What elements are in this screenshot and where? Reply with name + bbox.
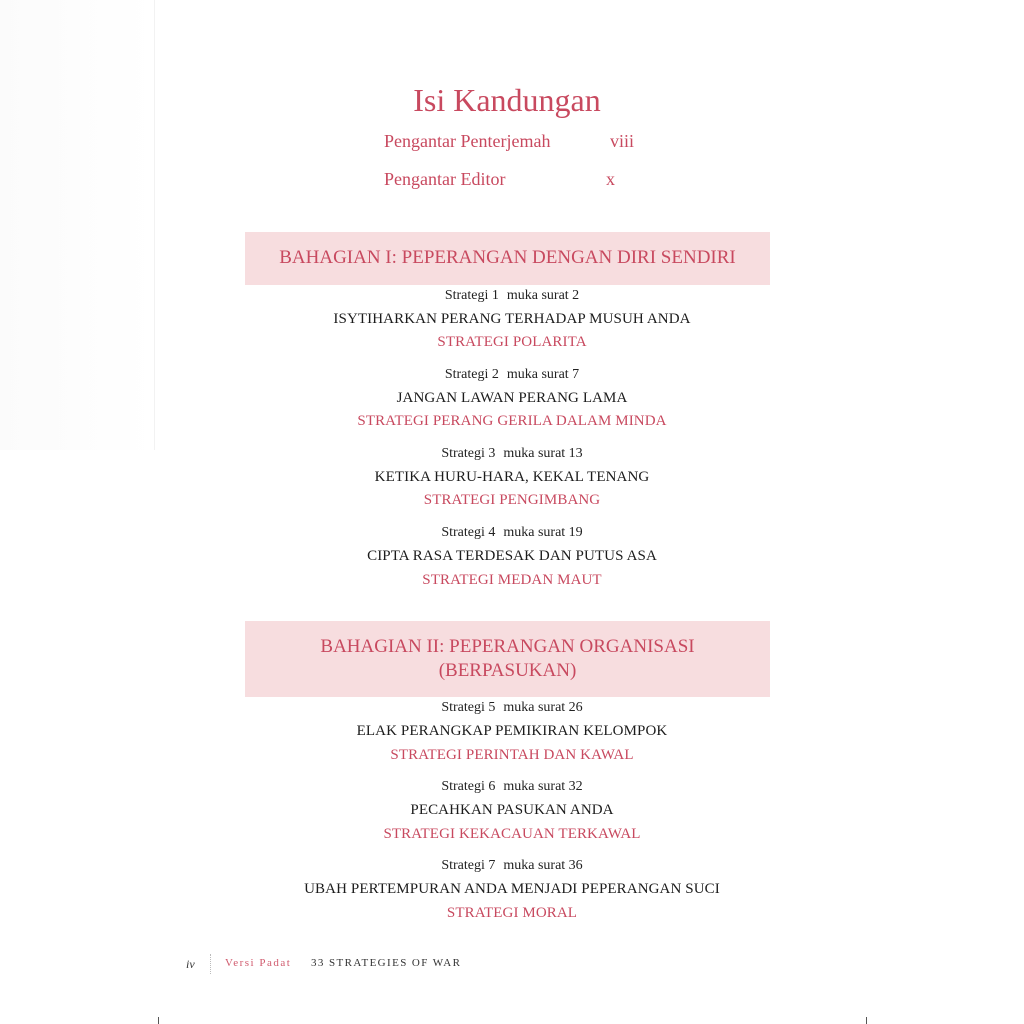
strategy-page: muka surat 7 (506, 367, 580, 382)
strategy-number: Strategi 4 (441, 525, 496, 540)
strategy-ref (0, 779, 1024, 795)
crop-mark (158, 1017, 159, 1024)
strategy-number: Strategi 3 (441, 446, 496, 461)
strategy-ref (0, 858, 1024, 874)
toc-intro-editor (384, 169, 644, 191)
strategy-number: Strategi 5 (441, 700, 496, 715)
toc-title: Isi Kandungan (413, 82, 601, 118)
strategy-ref (0, 525, 1024, 541)
toc-intro-page: viii (610, 131, 635, 151)
strategy-heading: JANGAN LAWAN PERANG LAMA (396, 390, 628, 406)
strategy-number: Strategi 2 (444, 367, 499, 382)
toc-intro-page: x (606, 169, 615, 189)
strategy-heading: CIPTA RASA TERDESAK DAN PUTUS ASA (367, 548, 657, 564)
part-2-header (245, 621, 770, 697)
part-title-line: (BERPASUKAN) (438, 660, 577, 681)
part-title-line: BAHAGIAN I: PEPERANGAN DENGAN DIRI SENDIRI (279, 247, 736, 268)
strategy-ref (0, 700, 1024, 716)
strategy-ref (0, 367, 1024, 383)
strategy-page: muka surat 32 (503, 779, 583, 794)
strategy-page: muka surat 2 (506, 288, 580, 303)
strategy-heading: UBAH PERTEMPURAN ANDA MENJADI PEPERANGAN SUCI (304, 881, 720, 897)
strategy-name: STRATEGI MEDAN MAUT (422, 572, 602, 588)
strategy-name: STRATEGI MORAL (446, 905, 578, 921)
toc-intro-label: Pengantar Penterjemah (384, 131, 551, 151)
strategy-ref (0, 446, 1024, 462)
strategy-name: STRATEGI PERANG GERILA DALAM MINDA (357, 413, 667, 429)
strategy-name: STRATEGI POLARITA (437, 334, 587, 350)
footer-divider (210, 954, 211, 974)
strategy-heading: PECAHKAN PASUKAN ANDA (410, 802, 614, 818)
strategy-name: STRATEGI KEKACAUAN TERKAWAL (383, 826, 641, 842)
toc-intro-translator (384, 131, 644, 153)
strategy-page: muka surat 36 (503, 858, 583, 873)
strategy-name: STRATEGI PENGIMBANG (423, 492, 601, 508)
strategy-page: muka surat 26 (503, 700, 583, 715)
footer-book-title: 33 STRATEGIES OF WAR (311, 957, 462, 969)
strategy-page: muka surat 13 (503, 446, 583, 461)
strategy-number: Strategi 6 (441, 779, 496, 794)
strategy-page: muka surat 19 (503, 525, 583, 540)
crop-mark (866, 1017, 867, 1024)
strategy-ref (0, 288, 1024, 304)
strategy-number: Strategi 1 (444, 288, 499, 303)
toc-intro-label: Pengantar Editor (384, 169, 506, 189)
strategy-heading: KETIKA HURU-HARA, KEKAL TENANG (374, 469, 650, 485)
part-title-line: BAHAGIAN II: PEPERANGAN ORGANISASI (320, 636, 695, 657)
strategy-heading: ISYTIHARKAN PERANG TERHADAP MUSUH ANDA (333, 311, 691, 327)
page-number: iv (186, 957, 195, 971)
strategy-heading: ELAK PERANGKAP PEMIKIRAN KELOMPOK (356, 723, 668, 739)
strategy-name: STRATEGI PERINTAH DAN KAWAL (390, 747, 634, 763)
part-1-header (245, 232, 770, 285)
footer-series: Versi Padat (225, 957, 292, 969)
strategy-number: Strategi 7 (441, 858, 496, 873)
